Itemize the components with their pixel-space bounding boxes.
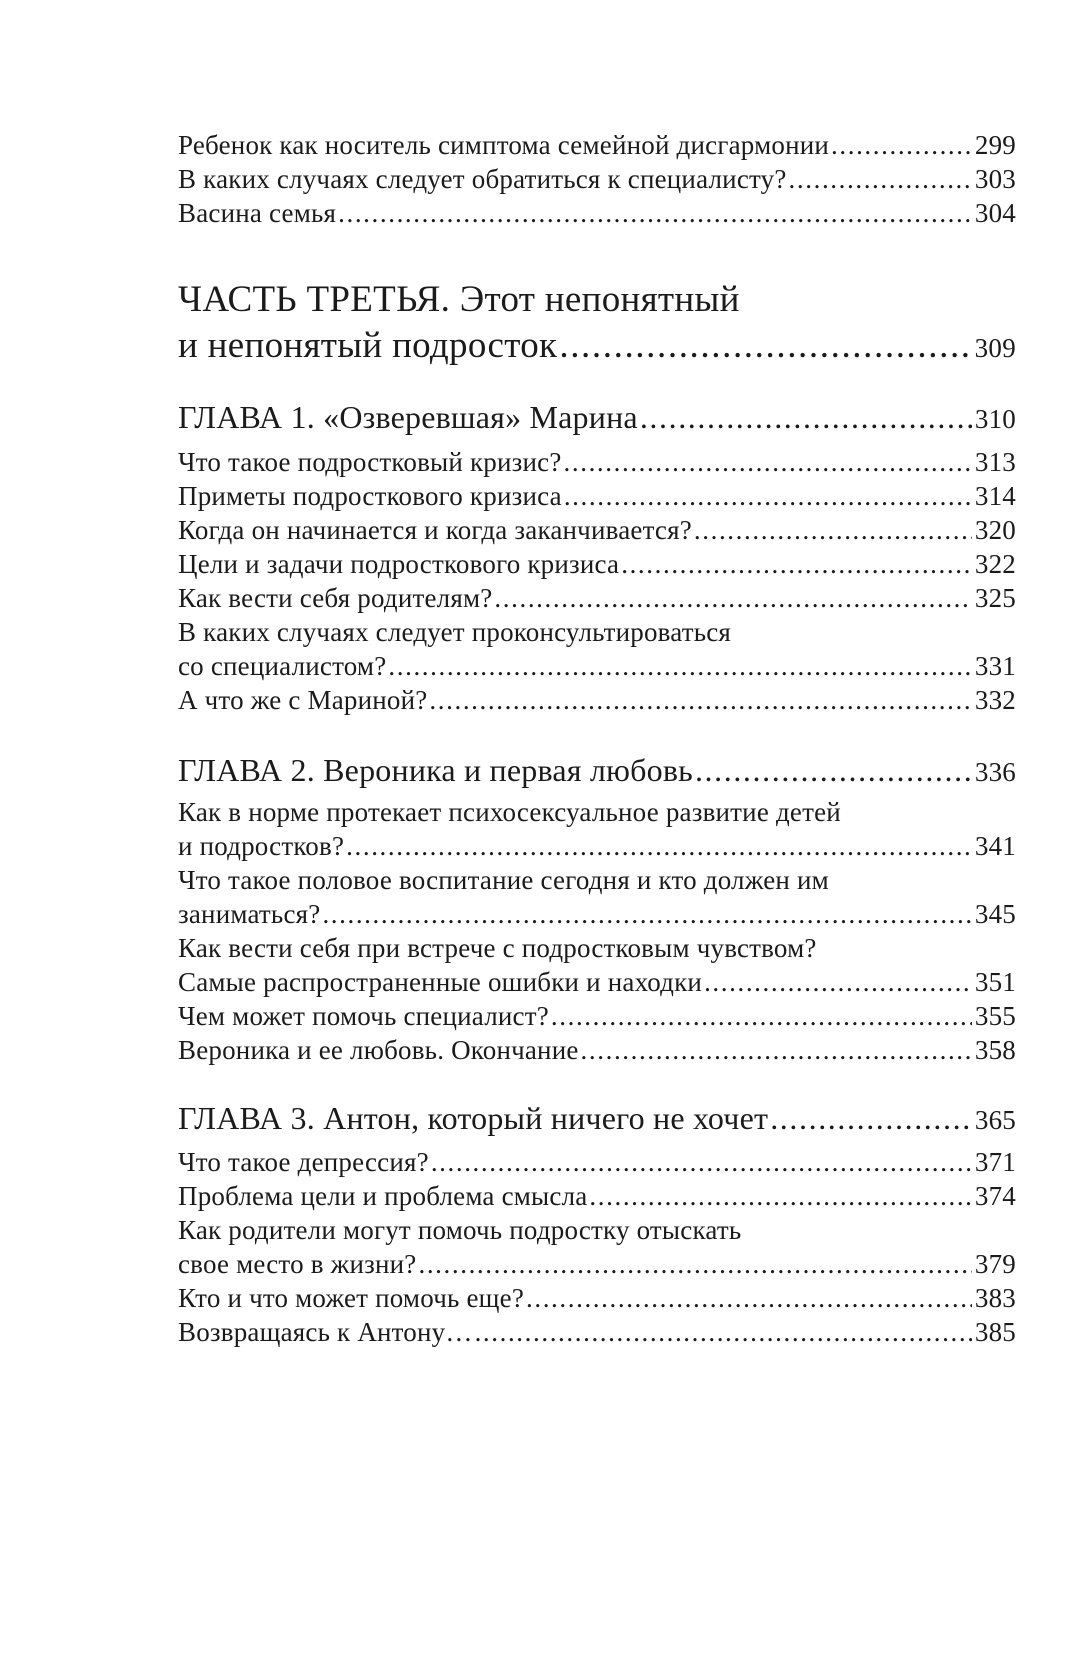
dot-leader [431, 1145, 972, 1179]
dot-leader [589, 1179, 971, 1213]
toc-entry-title: Когда он начинается и когда заканчивается? [178, 515, 692, 545]
toc-entry [178, 196, 1016, 230]
toc-entry-page: 322 [974, 549, 1016, 579]
toc-entry [178, 581, 1016, 615]
toc-entry [178, 1281, 1016, 1315]
toc-entry-title: Что такое подростковый кризис? [178, 447, 562, 477]
dot-leader [621, 547, 972, 581]
toc-entry-title: Приметы подросткового кризиса [178, 481, 562, 511]
toc-entry-title-line: В каких случаях следует проконсультироваться [178, 617, 732, 647]
toc-entry-title: В каких случаях следует обратиться к специалисту? [178, 164, 787, 194]
chapter-heading [178, 750, 1016, 792]
chapter-title: ГЛАВА 1. «Озверевшая» Марина [178, 399, 638, 435]
part-heading-line2: и непонятый подросток [178, 325, 558, 366]
toc-entry [178, 1145, 1016, 1179]
toc-entry-page: 351 [974, 967, 1016, 997]
toc-entry-page: 358 [974, 1035, 1016, 1065]
toc-entry-title: Самые распространенные ошибки и находки [178, 967, 703, 997]
toc-entry [178, 1033, 1016, 1067]
toc-entry-title: Возвращаясь к Антону… [178, 1317, 473, 1347]
toc-entry-title: со специалистом? [178, 651, 387, 681]
part-heading-line1: ЧАСТЬ ТРЕТЬЯ. Этот непонятный [178, 279, 740, 320]
toc-entry-title: Проблема цели и проблема смысла [178, 1181, 588, 1211]
toc-entry [178, 1179, 1016, 1213]
dot-leader [475, 1315, 972, 1349]
toc-entry-page: 383 [974, 1283, 1016, 1313]
toc-entry-title-line: Что такое половое воспитание сегодня и кто должен им [178, 865, 829, 895]
chapter-heading [178, 1098, 1016, 1140]
toc-entry-page: 320 [974, 515, 1016, 545]
dot-leader [564, 445, 972, 479]
toc-entry-title: Ребенок как носитель симптома семейной дисгармонии [178, 130, 830, 160]
toc-entry-page: 341 [974, 831, 1016, 861]
toc-entry-page: 313 [974, 447, 1016, 477]
toc-entry-page: 304 [974, 198, 1016, 228]
toc-entry [178, 965, 1016, 999]
dot-leader [494, 581, 971, 615]
dot-leader [551, 999, 972, 1033]
toc-entry-page: 303 [974, 164, 1016, 194]
toc-entry-page: 355 [974, 1001, 1016, 1031]
toc-entry [178, 683, 1016, 717]
toc-entry-title: и подростков? [178, 831, 345, 861]
toc-entry-page: 314 [974, 481, 1016, 511]
toc-entry-page: 374 [974, 1181, 1016, 1211]
dot-leader [581, 1033, 972, 1067]
dot-leader [564, 479, 972, 513]
toc-entry-page: 371 [974, 1147, 1016, 1177]
dot-leader [559, 324, 971, 368]
toc-entry [178, 445, 1016, 479]
chapter-page: 365 [974, 1105, 1016, 1135]
toc-entry-page: 379 [974, 1249, 1016, 1279]
toc-entry [178, 999, 1016, 1033]
dot-leader [640, 397, 972, 437]
chapter-heading [178, 397, 1016, 439]
dot-leader [694, 513, 972, 547]
chapter-title: ГЛАВА 2. Вероника и первая любовь [178, 752, 693, 788]
toc-entry-title: Чем может помочь специалист? [178, 1001, 549, 1031]
dot-leader [418, 1247, 971, 1281]
part-heading [178, 324, 1016, 370]
toc-entry-title: свое место в жизни? [178, 1249, 417, 1279]
dot-leader [388, 649, 972, 683]
toc-entry-title: заниматься? [178, 899, 321, 929]
dot-leader [322, 897, 971, 931]
dot-leader [831, 128, 972, 162]
toc-entry [178, 1247, 1016, 1281]
toc-entry-title-line: Как в норме протекает психосексуальное развитие детей [178, 797, 841, 827]
toc-entry [178, 649, 1016, 683]
toc-entry [178, 162, 1016, 196]
chapter-page: 336 [974, 757, 1016, 787]
toc-entry-page: 345 [974, 899, 1016, 929]
toc-entry-title: Как вести себя родителям? [178, 583, 493, 613]
part-heading-page: 309 [974, 333, 1016, 363]
toc-entry-page: 325 [974, 583, 1016, 613]
toc-entry-title-line: Как родители могут помочь подростку отыскать [178, 1215, 742, 1245]
toc-entry [178, 479, 1016, 513]
toc-entry-page: 332 [974, 685, 1016, 715]
toc-entry-title: Васина семья [178, 198, 337, 228]
dot-leader [695, 750, 972, 790]
toc-entry [178, 897, 1016, 931]
toc-entry-title: Что такое депрессия? [178, 1147, 429, 1177]
toc-entry-title: Цели и задачи подросткового кризиса [178, 549, 620, 579]
toc-entry-page: 331 [974, 651, 1016, 681]
toc-entry [178, 1315, 1016, 1349]
toc-entry [178, 547, 1016, 581]
toc-entry [178, 829, 1016, 863]
toc-entry-page: 299 [974, 130, 1016, 160]
toc-entry-title-line: Как вести себя при встрече с подростковым чувством? [178, 933, 817, 963]
toc-entry-title: Кто и что может помочь еще? [178, 1283, 524, 1313]
dot-leader [346, 829, 972, 863]
dot-leader [770, 1098, 972, 1138]
toc-entry-title: А что же с Мариной? [178, 685, 428, 715]
dot-leader [429, 683, 971, 717]
chapter-page: 310 [974, 404, 1016, 434]
toc-entry-page: 385 [974, 1317, 1016, 1347]
chapter-title: ГЛАВА 3. Антон, который ничего не хочет [178, 1100, 769, 1136]
dot-leader [789, 162, 972, 196]
toc-entry [178, 513, 1016, 547]
toc-entry [178, 128, 1016, 162]
dot-leader [338, 196, 972, 230]
dot-leader [526, 1281, 972, 1315]
toc-entry-title: Вероника и ее любовь. Окончание [178, 1035, 579, 1065]
dot-leader [704, 965, 972, 999]
